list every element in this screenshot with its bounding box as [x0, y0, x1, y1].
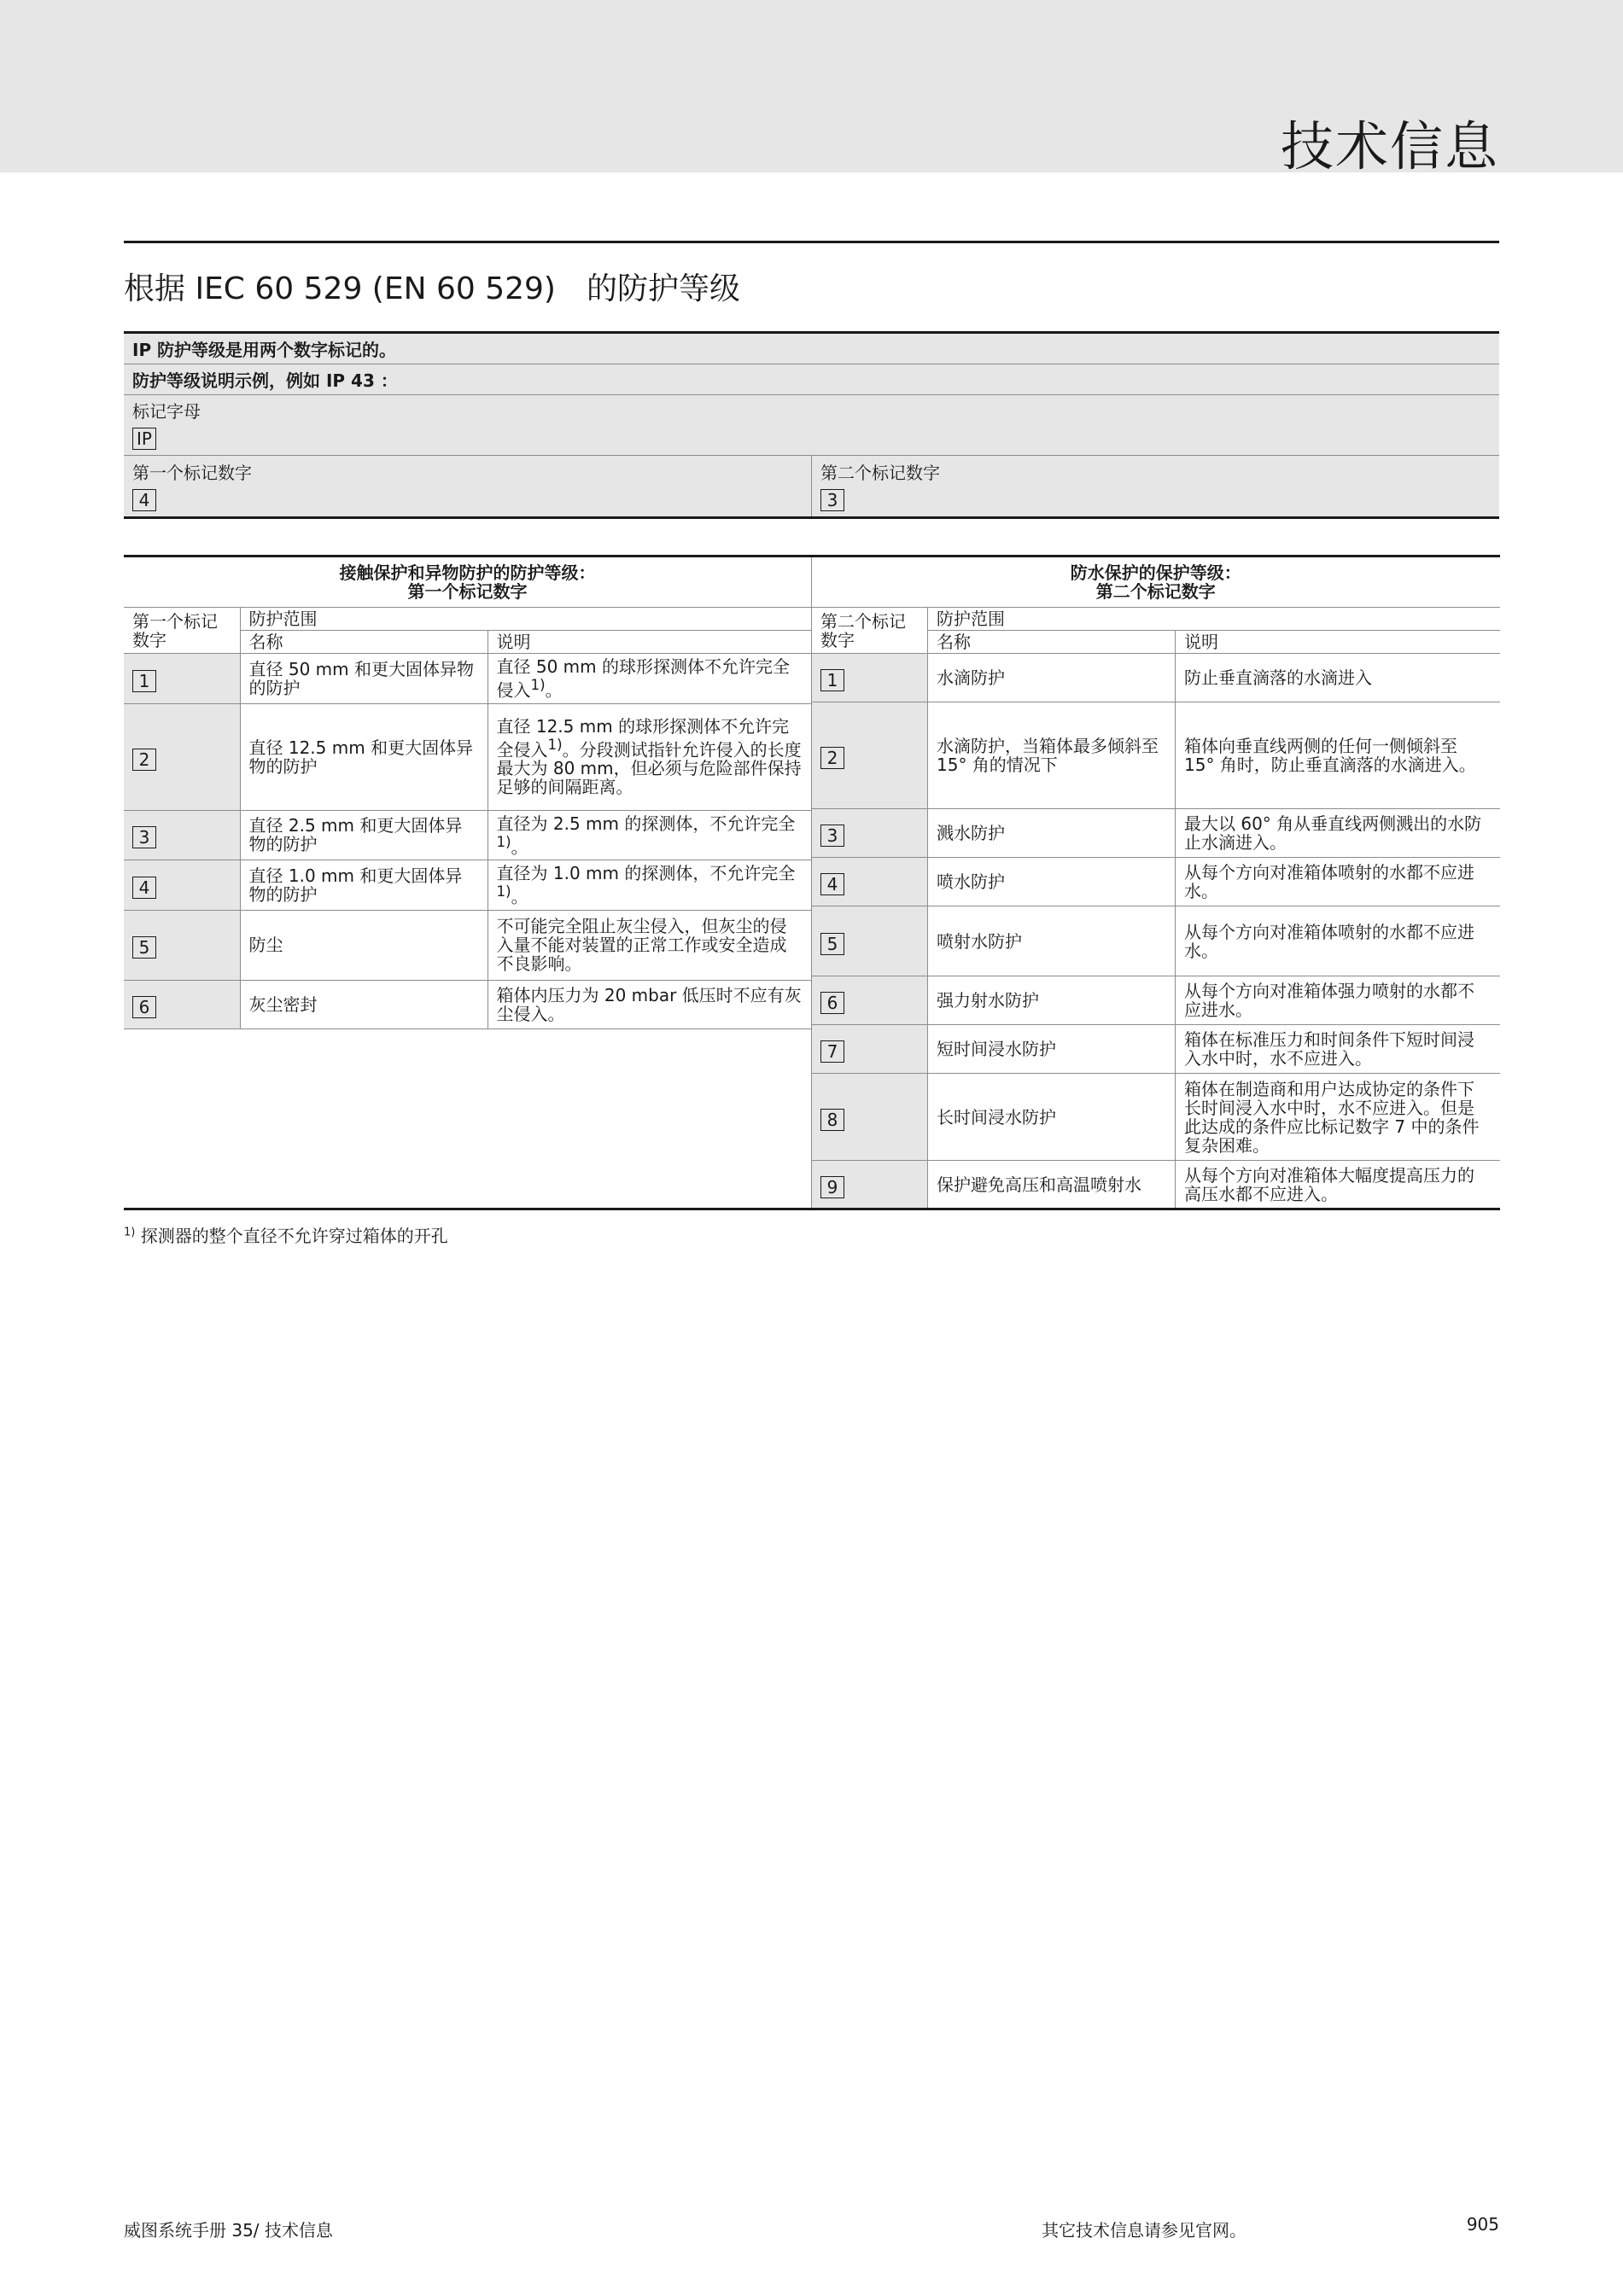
- digit-box: 3: [820, 825, 844, 847]
- second-digit-box: 3: [820, 489, 844, 511]
- left-col-desc: 说明: [487, 631, 811, 654]
- letter-row: [124, 395, 1499, 456]
- digit-box: 4: [132, 877, 156, 899]
- digit-box: 1: [820, 669, 844, 691]
- table-row: 2 直径 12.5 mm 和更大固体异物的防护 直径 12.5 mm 的球形探测体不允许完全侵入$^{1)}$。分段测试指针允许侵入的长度最大为 80 mm，但必须与危险部件保持足够的间隔距离。: [124, 703, 811, 810]
- left-table-title: 接触保护和异物防护的防护等级： 第一个标记数字: [124, 557, 811, 608]
- dust-protection-table: [124, 555, 811, 1029]
- left-col-name: 名称: [240, 631, 487, 654]
- table-row: 5 防尘 不可能完全阻止灰尘侵入，但灰尘的侵入量不能对装置的正常工作或安全造成不良影响。: [124, 910, 811, 980]
- footer-note: 其它技术信息请参见官网。: [1042, 2220, 1246, 2241]
- digit-box: 5: [132, 936, 156, 959]
- digit-box: 6: [132, 996, 156, 1018]
- right-col-desc: 说明: [1176, 631, 1500, 654]
- letter-label: 标记字母: [132, 401, 201, 422]
- table-row: 6 强力射水防护 从每个方向对准箱体强力喷射的水都不应进水。: [812, 976, 1500, 1025]
- digit-box: 2: [132, 749, 156, 771]
- table-row: 4 直径 1.0 mm 和更大固体异物的防护 直径为 1.0 mm 的探测体，不允许完全$^{1)}$。: [124, 860, 811, 911]
- first-digit-cell: [124, 456, 812, 516]
- page-number: 905: [1466, 2214, 1499, 2235]
- digit-box: 3: [132, 826, 156, 848]
- table-row: 2 水滴防护，当箱体最多倾斜至 15° 角的情况下 箱体向垂直线两侧的任何一侧倾斜至 15° 角时，防止垂直滴落的水滴进入。: [812, 702, 1500, 809]
- digit-box: 7: [820, 1040, 844, 1063]
- info-line-1: IP 防护等级是用两个数字标记的。: [124, 334, 1499, 364]
- table-row: 3 直径 2.5 mm 和更大固体异物的防护 直径为 2.5 mm 的探测体，不允许完全$^{1)}$。: [124, 810, 811, 860]
- digit-box: 5: [820, 933, 844, 955]
- left-col-scope: 防护范围: [240, 608, 811, 631]
- table-row: 8 长时间浸水防护 箱体在制造商和用户达成协定的条件下长时间浸入水中时，水不应进入。但是此达成的条件应比标记数字 7 中的条件复杂困难。: [812, 1074, 1500, 1161]
- digits-row: [124, 456, 1499, 516]
- table-row: 9 保护避免高压和高温喷射水 从每个方向对准箱体大幅度提高压力的高压水都不应进入。: [812, 1161, 1500, 1209]
- table-row: 1 水滴防护 防止垂直滴落的水滴进入: [812, 654, 1500, 702]
- section-title: 根据 IEC 60 529 (EN 60 529) 的防护等级: [124, 271, 740, 306]
- right-col-digit: 第二个标记数字: [812, 608, 928, 654]
- second-digit-cell: [812, 456, 1499, 516]
- left-col-digit: 第一个标记数字: [124, 608, 240, 654]
- page-title: 技术信息: [1280, 115, 1499, 178]
- table-row: 6 灰尘密封 箱体内压力为 20 mbar 低压时不应有灰尘侵入。: [124, 980, 811, 1029]
- digit-box: 4: [820, 873, 844, 895]
- table-row: 7 短时间浸水防护 箱体在标准压力和时间条件下短时间浸入水中时，水不应进入。: [812, 1025, 1500, 1074]
- ip-example-box: [124, 331, 1499, 519]
- table-bottom-rule: [124, 1208, 811, 1210]
- first-digit-label: 第一个标记数字: [132, 463, 252, 483]
- table-row: 4 喷水防护 从每个方向对准箱体喷射的水都不应进水。: [812, 858, 1500, 906]
- right-table-title: 防水保护的保护等级： 第二个标记数字: [812, 557, 1500, 608]
- digit-box: 9: [820, 1176, 844, 1198]
- digit-box: 2: [820, 747, 844, 769]
- water-protection-table: [811, 555, 1500, 1210]
- digit-box: 6: [820, 992, 844, 1014]
- right-col-name: 名称: [928, 631, 1176, 654]
- right-col-scope: 防护范围: [928, 608, 1500, 631]
- digit-box: 8: [820, 1109, 844, 1131]
- info-line-2: 防护等级说明示例，例如 IP 43 ：: [124, 364, 1499, 395]
- footnote: [124, 1222, 448, 1247]
- table-row: 3 溅水防护 最大以 60° 角从垂直线两侧溅出的水防止水滴进入。: [812, 809, 1500, 858]
- table-row: 5 喷射水防护 从每个方向对准箱体喷射的水都不应进水。: [812, 906, 1500, 976]
- footer-manual: 威图系统手册 35/ 技术信息: [124, 2220, 333, 2241]
- footnote-mark: 1): [124, 1226, 136, 1239]
- letter-value-box: IP: [132, 428, 156, 450]
- footnote-text: 探测器的整个直径不允许穿过箱体的开孔: [140, 1226, 448, 1246]
- digit-box: 1: [132, 670, 156, 692]
- table-row: 1 直径 50 mm 和更大固体异物的防护 直径 50 mm 的球形探测体不允许完全侵入$^{1)}$。: [124, 654, 811, 704]
- second-digit-label: 第二个标记数字: [820, 463, 940, 483]
- first-digit-box: 4: [132, 489, 156, 511]
- section-rule: [124, 241, 1499, 243]
